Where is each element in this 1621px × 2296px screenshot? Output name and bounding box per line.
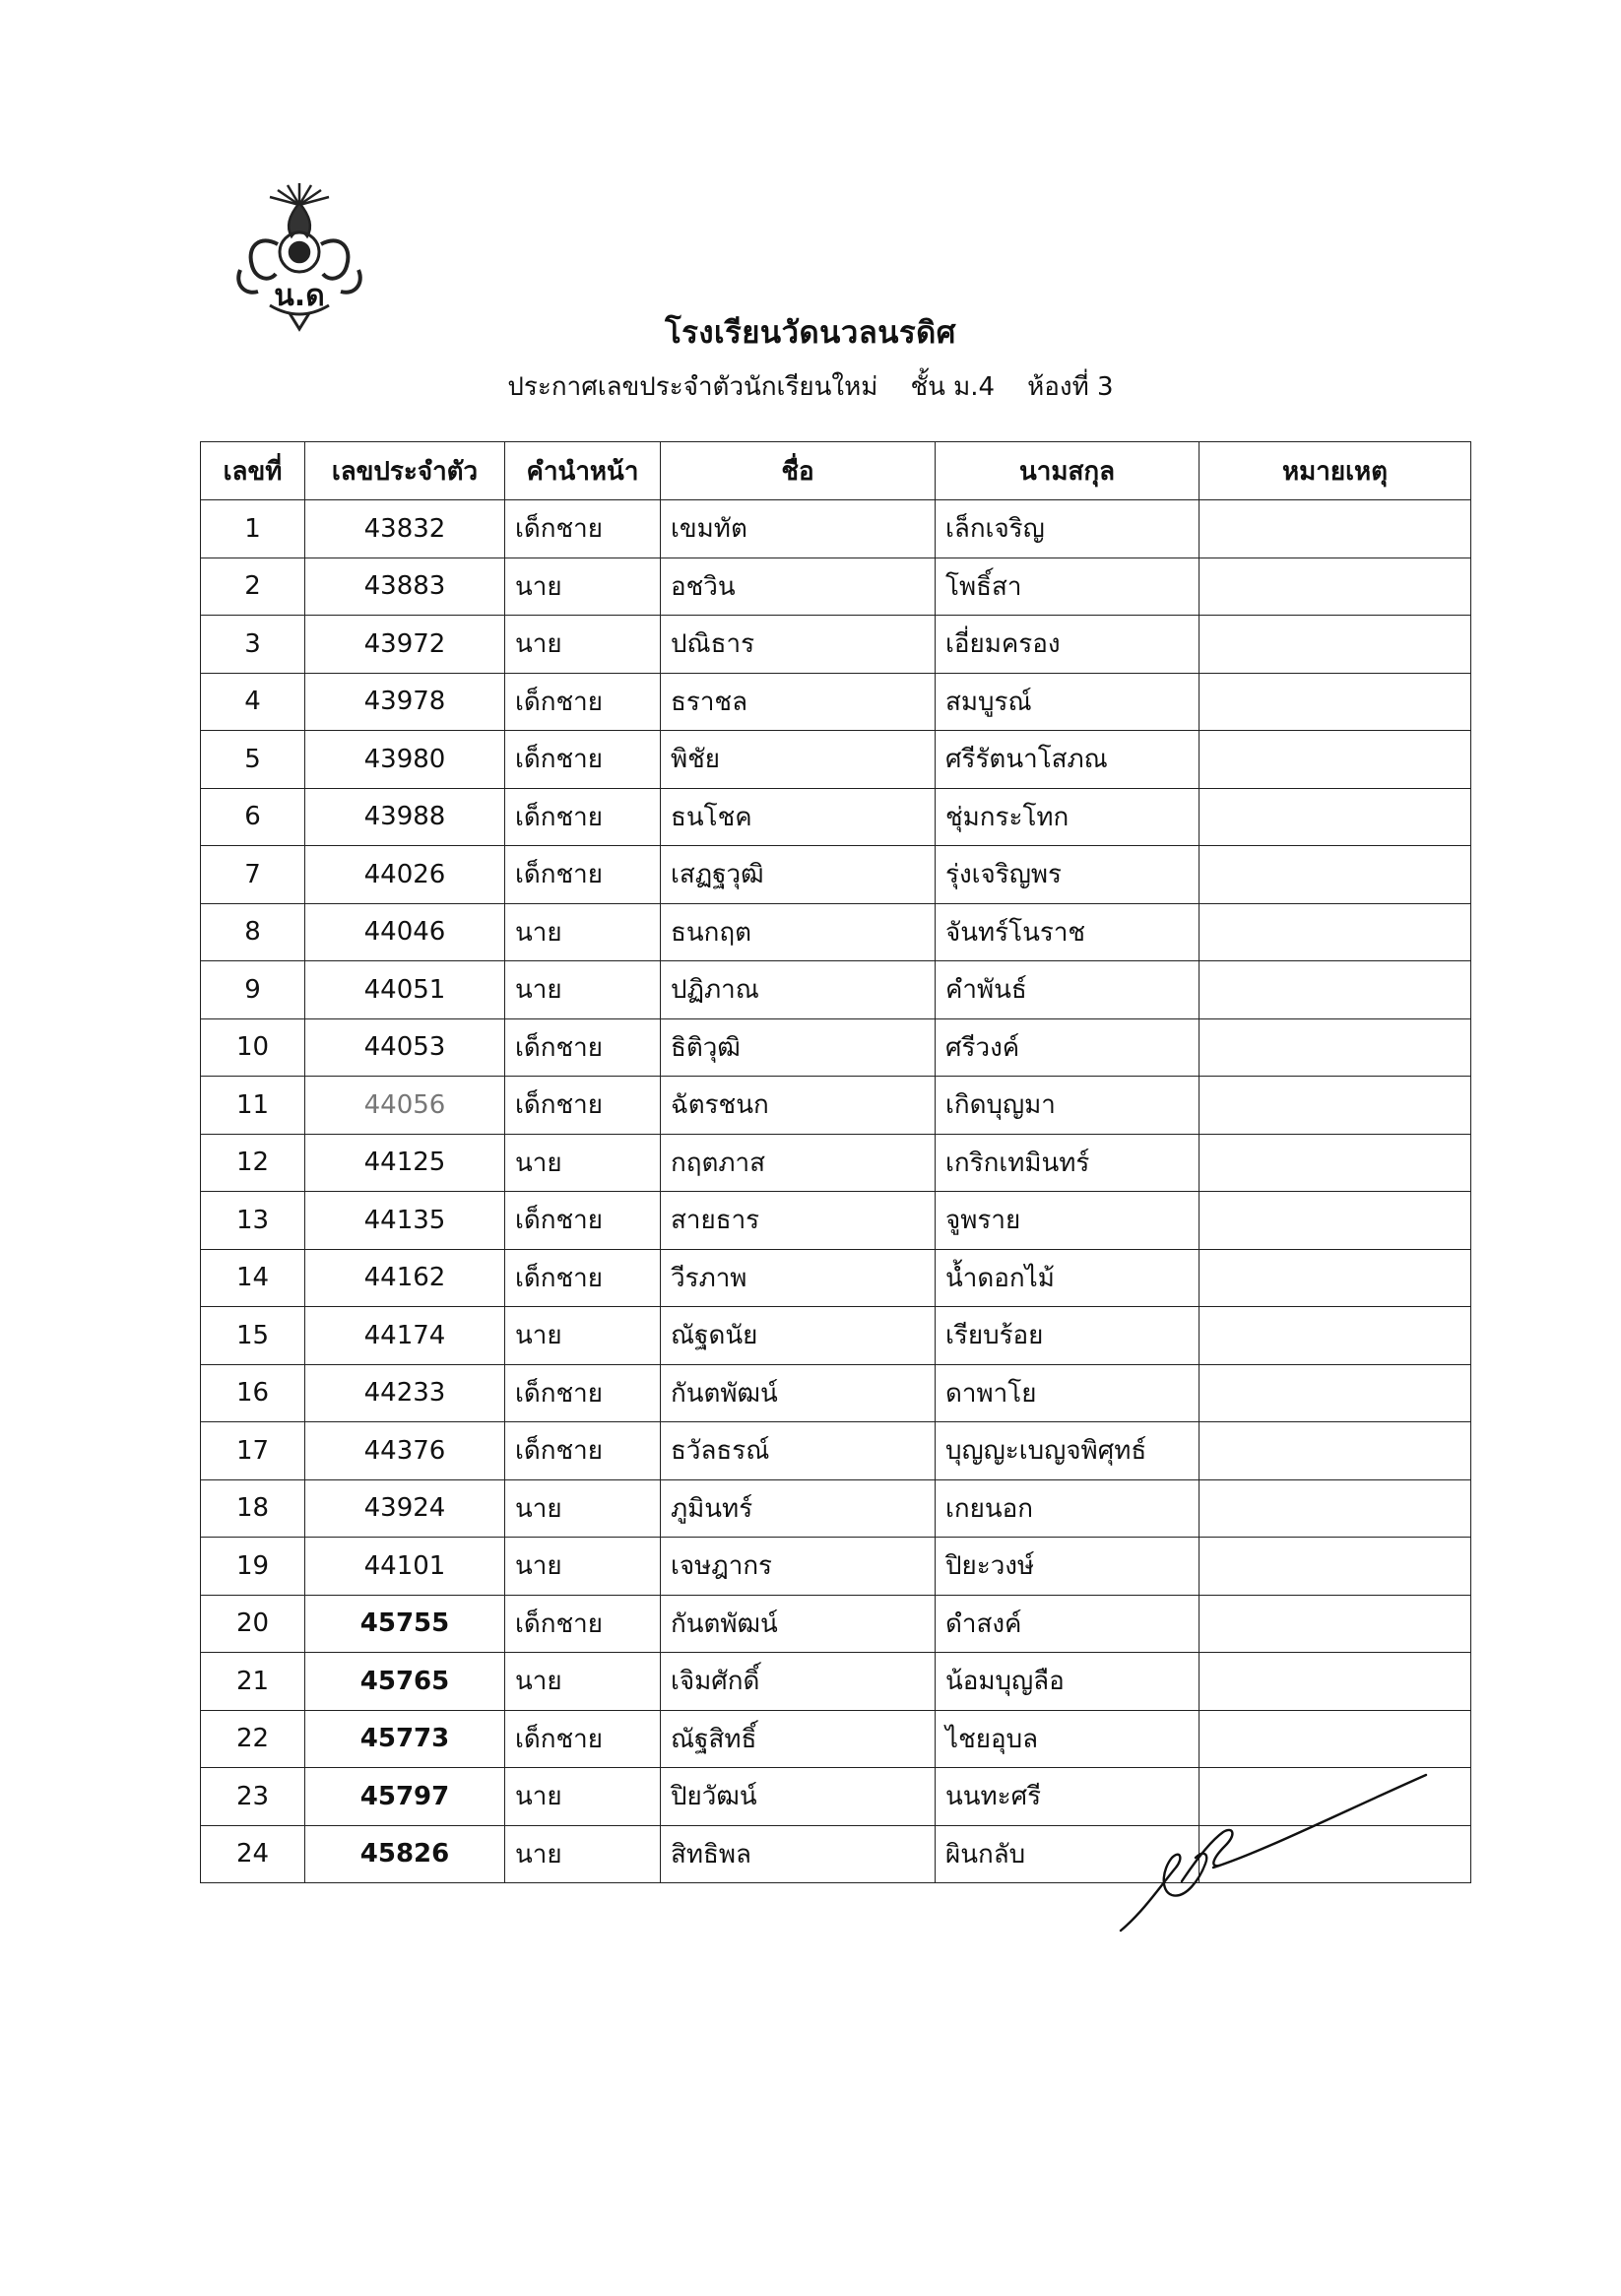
row-no: 23 bbox=[201, 1768, 305, 1826]
row-last-name: จูพราย bbox=[936, 1192, 1200, 1250]
row-student-id: 44125 bbox=[305, 1134, 505, 1192]
row-student-id: 44046 bbox=[305, 903, 505, 961]
row-no: 16 bbox=[201, 1364, 305, 1422]
row-remark bbox=[1200, 1538, 1471, 1596]
row-student-id: 44162 bbox=[305, 1249, 505, 1307]
row-last-name: เกยนอก bbox=[936, 1479, 1200, 1538]
row-remark bbox=[1200, 788, 1471, 846]
row-last-name: โพธิ์สา bbox=[936, 558, 1200, 616]
row-first-name: สายธาร bbox=[661, 1192, 936, 1250]
row-title: นาย bbox=[505, 1479, 661, 1538]
row-remark bbox=[1200, 1018, 1471, 1077]
row-title: เด็กชาย bbox=[505, 1710, 661, 1768]
row-first-name: กันตพัฒน์ bbox=[661, 1364, 936, 1422]
row-last-name: เกริกเทมินทร์ bbox=[936, 1134, 1200, 1192]
row-first-name: ธิติวุฒิ bbox=[661, 1018, 936, 1077]
row-first-name: ภูมินทร์ bbox=[661, 1479, 936, 1538]
row-first-name: เสฏฐวุฒิ bbox=[661, 846, 936, 904]
row-last-name: ปิยะวงษ์ bbox=[936, 1538, 1200, 1596]
table-row bbox=[201, 1710, 1471, 1768]
row-first-name: พิชัย bbox=[661, 731, 936, 789]
announcement-text: ประกาศเลขประจำตัวนักเรียนใหม่ bbox=[507, 372, 878, 402]
row-remark bbox=[1200, 1364, 1471, 1422]
row-remark bbox=[1200, 1595, 1471, 1653]
header-title: คำนำหน้า bbox=[505, 442, 661, 500]
table-row bbox=[201, 616, 1471, 674]
table-row bbox=[201, 1192, 1471, 1250]
row-first-name: เจษฎากร bbox=[661, 1538, 936, 1596]
row-student-id: 44051 bbox=[305, 961, 505, 1019]
row-no: 12 bbox=[201, 1134, 305, 1192]
row-no: 24 bbox=[201, 1825, 305, 1883]
row-first-name: ณัฐสิทธิ์ bbox=[661, 1710, 936, 1768]
row-remark bbox=[1200, 846, 1471, 904]
row-last-name: น้อมบุญลือ bbox=[936, 1653, 1200, 1711]
row-no: 8 bbox=[201, 903, 305, 961]
row-last-name: เล็กเจริญ bbox=[936, 500, 1200, 558]
row-no: 10 bbox=[201, 1018, 305, 1077]
row-first-name: ฉัตรชนก bbox=[661, 1077, 936, 1135]
row-first-name: ปฏิภาณ bbox=[661, 961, 936, 1019]
table-row bbox=[201, 500, 1471, 558]
row-title: เด็กชาย bbox=[505, 1422, 661, 1480]
row-first-name: อชวิน bbox=[661, 558, 936, 616]
table-row bbox=[201, 1422, 1471, 1480]
row-student-id: 43883 bbox=[305, 558, 505, 616]
row-title: เด็กชาย bbox=[505, 788, 661, 846]
row-first-name: เขมทัต bbox=[661, 500, 936, 558]
row-last-name: เรียบร้อย bbox=[936, 1307, 1200, 1365]
table-row bbox=[201, 1538, 1471, 1596]
row-title: นาย bbox=[505, 558, 661, 616]
row-no: 3 bbox=[201, 616, 305, 674]
header-student-id: เลขประจำตัว bbox=[305, 442, 505, 500]
row-title: เด็กชาย bbox=[505, 1192, 661, 1250]
row-last-name: เกิดบุญมา bbox=[936, 1077, 1200, 1135]
row-no: 22 bbox=[201, 1710, 305, 1768]
announcement-heading bbox=[0, 366, 1621, 407]
row-first-name: ธวัลธรณ์ bbox=[661, 1422, 936, 1480]
row-title: เด็กชาย bbox=[505, 1364, 661, 1422]
row-title: นาย bbox=[505, 1538, 661, 1596]
row-remark bbox=[1200, 961, 1471, 1019]
table-row bbox=[201, 1307, 1471, 1365]
row-first-name: สิทธิพล bbox=[661, 1825, 936, 1883]
row-last-name: น้ำดอกไม้ bbox=[936, 1249, 1200, 1307]
row-first-name: ปณิธาร bbox=[661, 616, 936, 674]
announcement-grade: ชั้น ม.4 bbox=[910, 372, 996, 402]
row-first-name: ธนกฤต bbox=[661, 903, 936, 961]
row-title: เด็กชาย bbox=[505, 500, 661, 558]
row-no: 11 bbox=[201, 1077, 305, 1135]
row-student-id: 43832 bbox=[305, 500, 505, 558]
row-student-id: 44101 bbox=[305, 1538, 505, 1596]
table-header-row bbox=[201, 442, 1471, 500]
row-remark bbox=[1200, 1479, 1471, 1538]
table-row bbox=[201, 673, 1471, 731]
row-no: 4 bbox=[201, 673, 305, 731]
row-remark bbox=[1200, 1710, 1471, 1768]
table-row bbox=[201, 961, 1471, 1019]
row-remark bbox=[1200, 1307, 1471, 1365]
row-remark bbox=[1200, 558, 1471, 616]
row-title: นาย bbox=[505, 1307, 661, 1365]
row-no: 2 bbox=[201, 558, 305, 616]
row-first-name: ธราชล bbox=[661, 673, 936, 731]
row-student-id: 45755 bbox=[305, 1595, 505, 1653]
row-remark bbox=[1200, 500, 1471, 558]
row-student-id: 44376 bbox=[305, 1422, 505, 1480]
row-title: เด็กชาย bbox=[505, 1018, 661, 1077]
header-first-name: ชื่อ bbox=[661, 442, 936, 500]
row-no: 9 bbox=[201, 961, 305, 1019]
row-last-name: ดาพาโย bbox=[936, 1364, 1200, 1422]
table-row bbox=[201, 1595, 1471, 1653]
row-title: นาย bbox=[505, 903, 661, 961]
row-student-id: 44053 bbox=[305, 1018, 505, 1077]
header-no: เลขที่ bbox=[201, 442, 305, 500]
row-remark bbox=[1200, 616, 1471, 674]
row-no: 13 bbox=[201, 1192, 305, 1250]
row-student-id: 45826 bbox=[305, 1825, 505, 1883]
row-remark bbox=[1200, 1077, 1471, 1135]
row-title: นาย bbox=[505, 961, 661, 1019]
row-no: 14 bbox=[201, 1249, 305, 1307]
row-title: นาย bbox=[505, 1825, 661, 1883]
row-last-name: จันทร์โนราช bbox=[936, 903, 1200, 961]
row-last-name: ศรีวงค์ bbox=[936, 1018, 1200, 1077]
row-student-id: 44233 bbox=[305, 1364, 505, 1422]
row-no: 7 bbox=[201, 846, 305, 904]
row-last-name: เอี่ยมครอง bbox=[936, 616, 1200, 674]
row-title: เด็กชาย bbox=[505, 731, 661, 789]
row-remark bbox=[1200, 1134, 1471, 1192]
row-student-id: 44056 bbox=[305, 1077, 505, 1135]
row-first-name: เจิมศักดิ์ bbox=[661, 1653, 936, 1711]
table-row bbox=[201, 1653, 1471, 1711]
table-row bbox=[201, 558, 1471, 616]
row-no: 21 bbox=[201, 1653, 305, 1711]
table-row bbox=[201, 903, 1471, 961]
row-remark bbox=[1200, 1653, 1471, 1711]
row-title: เด็กชาย bbox=[505, 1595, 661, 1653]
logo-initials: น.ด bbox=[274, 279, 325, 313]
row-student-id: 45765 bbox=[305, 1653, 505, 1711]
table-row bbox=[201, 731, 1471, 789]
row-student-id: 44135 bbox=[305, 1192, 505, 1250]
row-no: 20 bbox=[201, 1595, 305, 1653]
row-remark bbox=[1200, 1249, 1471, 1307]
row-title: เด็กชาย bbox=[505, 673, 661, 731]
table-row bbox=[201, 1134, 1471, 1192]
row-student-id: 43972 bbox=[305, 616, 505, 674]
row-title: เด็กชาย bbox=[505, 1077, 661, 1135]
signature-mark bbox=[1115, 1773, 1430, 1940]
table-row bbox=[201, 846, 1471, 904]
row-last-name: ชุ่มกระโทก bbox=[936, 788, 1200, 846]
row-last-name: ผินกลับ bbox=[936, 1825, 1200, 1883]
row-no: 1 bbox=[201, 500, 305, 558]
header-remark: หมายเหตุ bbox=[1200, 442, 1471, 500]
row-first-name: ธนโชค bbox=[661, 788, 936, 846]
table-row bbox=[201, 788, 1471, 846]
row-no: 18 bbox=[201, 1479, 305, 1538]
row-student-id: 43980 bbox=[305, 731, 505, 789]
row-first-name: วีรภาพ bbox=[661, 1249, 936, 1307]
row-first-name: ปิยวัฒน์ bbox=[661, 1768, 936, 1826]
row-remark bbox=[1200, 903, 1471, 961]
table-row bbox=[201, 1018, 1471, 1077]
row-last-name: บุญญะเบญจพิศุทธ์ bbox=[936, 1422, 1200, 1480]
row-title: เด็กชาย bbox=[505, 1249, 661, 1307]
row-no: 15 bbox=[201, 1307, 305, 1365]
table-row bbox=[201, 1479, 1471, 1538]
row-title: นาย bbox=[505, 616, 661, 674]
row-last-name: สมบูรณ์ bbox=[936, 673, 1200, 731]
row-no: 17 bbox=[201, 1422, 305, 1480]
row-student-id: 43978 bbox=[305, 673, 505, 731]
header-last-name: นามสกุล bbox=[936, 442, 1200, 500]
school-name: โรงเรียนวัดนวลนรดิศ bbox=[665, 315, 956, 351]
row-first-name: กฤตภาส bbox=[661, 1134, 936, 1192]
table-row bbox=[201, 1249, 1471, 1307]
row-student-id: 45797 bbox=[305, 1768, 505, 1826]
table-row bbox=[201, 1364, 1471, 1422]
row-title: นาย bbox=[505, 1134, 661, 1192]
row-student-id: 45773 bbox=[305, 1710, 505, 1768]
row-last-name: ศรีรัตนาโสภณ bbox=[936, 731, 1200, 789]
row-remark bbox=[1200, 673, 1471, 731]
row-remark bbox=[1200, 731, 1471, 789]
row-first-name: ณัฐดนัย bbox=[661, 1307, 936, 1365]
row-last-name: รุ่งเจริญพร bbox=[936, 846, 1200, 904]
row-remark bbox=[1200, 1422, 1471, 1480]
row-first-name: กันตพัฒน์ bbox=[661, 1595, 936, 1653]
row-last-name: ไชยอุบล bbox=[936, 1710, 1200, 1768]
row-student-id: 44026 bbox=[305, 846, 505, 904]
row-no: 5 bbox=[201, 731, 305, 789]
row-no: 19 bbox=[201, 1538, 305, 1596]
row-no: 6 bbox=[201, 788, 305, 846]
row-last-name: นนทะศรี bbox=[936, 1768, 1200, 1826]
table-row bbox=[201, 1077, 1471, 1135]
student-roster-table bbox=[200, 441, 1471, 1883]
row-student-id: 43988 bbox=[305, 788, 505, 846]
announcement-room: ห้องที่ 3 bbox=[1027, 372, 1114, 402]
row-last-name: คำพันธ์ bbox=[936, 961, 1200, 1019]
row-title: เด็กชาย bbox=[505, 846, 661, 904]
table-body bbox=[201, 500, 1471, 1883]
row-title: นาย bbox=[505, 1768, 661, 1826]
row-remark bbox=[1200, 1192, 1471, 1250]
row-last-name: ดำสงค์ bbox=[936, 1595, 1200, 1653]
row-student-id: 44174 bbox=[305, 1307, 505, 1365]
row-title: นาย bbox=[505, 1653, 661, 1711]
row-student-id: 43924 bbox=[305, 1479, 505, 1538]
